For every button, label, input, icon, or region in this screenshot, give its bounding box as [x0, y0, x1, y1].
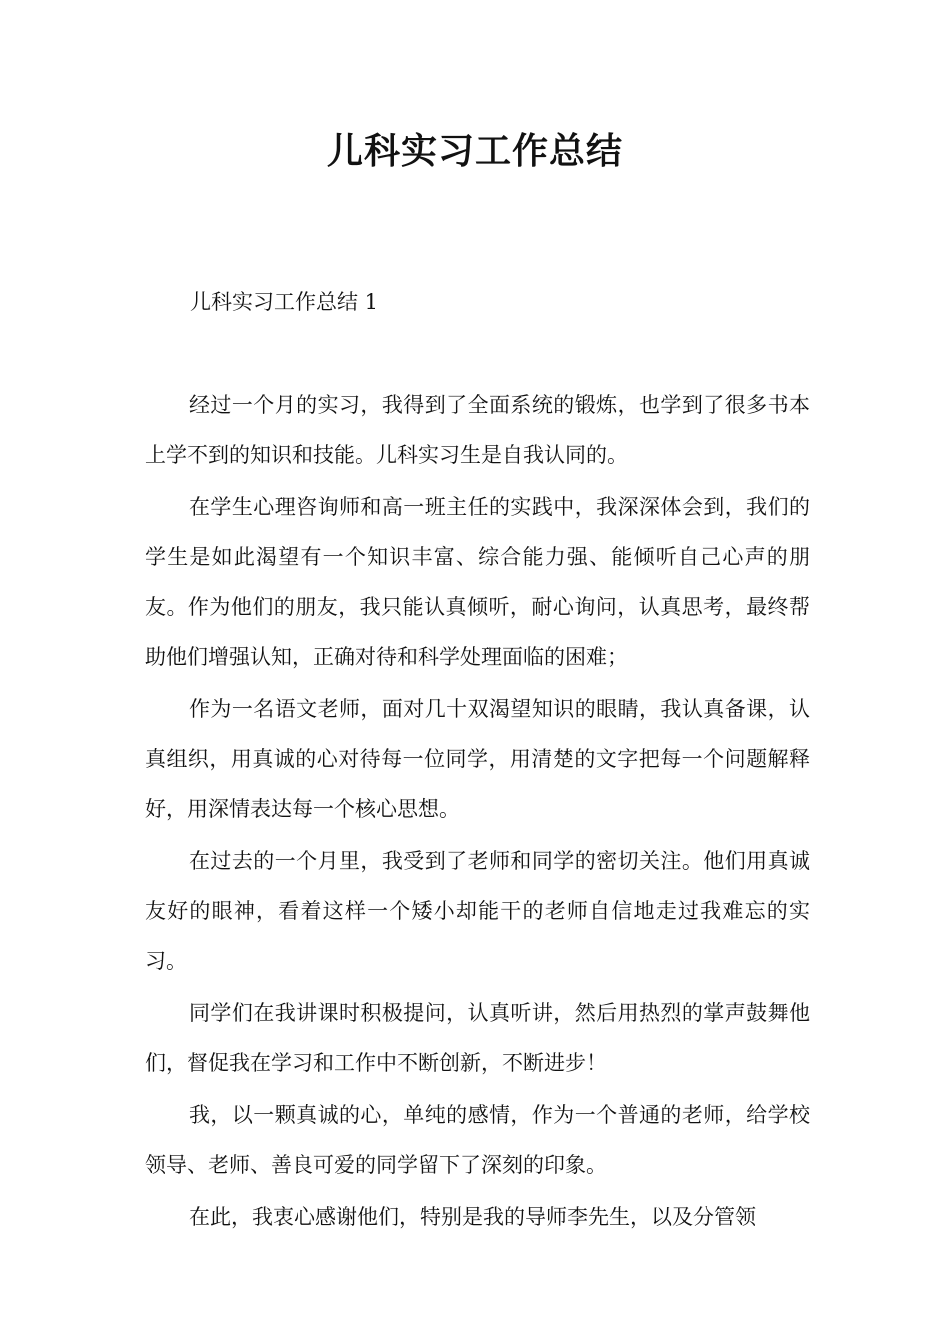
paragraph-5: 同学们在我讲课时积极提问，认真听讲，然后用热烈的掌声鼓舞他们，督促我在学习和工作中不断创新，不断进步！	[145, 1001, 810, 1075]
paragraph-6: 我，以一颗真诚的心，单纯的感情，作为一个普通的老师，给学校领导、老师、善良可爱的同学留下了深刻的印象。	[145, 1103, 810, 1177]
paragraph-3: 作为一名语文老师，面对几十双渴望知识的眼睛，我认真备课，认真组织，用真诚的心对待每一位同学，用清楚的文字把每一个问题解释好，用深情表达每一个核心思想。	[145, 697, 810, 821]
document-title: 儿科实习工作总结	[326, 131, 623, 172]
paragraph-2: 在学生心理咨询师和高一班主任的实践中，我深深体会到，我们的学生是如此渴望有一个知识丰富、综合能力强、能倾听自己心声的朋友。作为他们的朋友，我只能认真倾听，耐心询问，认真思考，最终帮助他们增强认知，正确对待和科学处理面临的困难；	[145, 495, 810, 669]
paragraph-1: 经过一个月的实习，我得到了全面系统的锻炼，也学到了很多书本上学不到的知识和技能。儿科实习生是自我认同的。	[145, 393, 810, 467]
section-heading: 儿科实习工作总结 1	[190, 290, 379, 314]
paragraph-7: 在此，我衷心感谢他们，特别是我的导师李先生，以及分管领	[189, 1205, 756, 1229]
document-body	[145, 380, 810, 1244]
paragraph-4: 在过去的一个月里，我受到了老师和同学的密切关注。他们用真诚友好的眼神，看着这样一个矮小却能干的老师自信地走过我难忘的实习。	[145, 849, 810, 973]
